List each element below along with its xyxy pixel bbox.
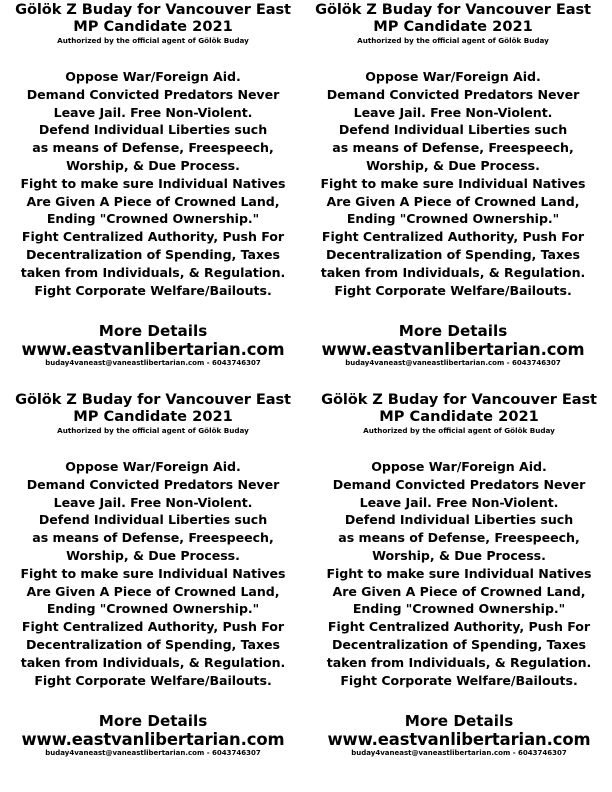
platform-line: Ending "Crowned Ownership." (46, 211, 260, 227)
platform-line: Fight Corporate Welfare/Bailouts. (34, 672, 272, 688)
platform-line: Defend Individual Liberties such (38, 122, 268, 138)
website-url: www.eastvanlibertarian.com (321, 340, 585, 360)
platform-line: Leave Jail. Free Non-Violent. (359, 494, 559, 510)
platform-line: Ending "Crowned Ownership." (352, 601, 566, 617)
authorization-note: Authorized by the official agent of Gölök Buday (57, 36, 249, 45)
flyer-top-left (2, 0, 304, 390)
platform-line: Leave Jail. Free Non-Violent. (53, 104, 253, 120)
platform-line: Decentralization of Spending, Taxes (332, 636, 586, 652)
platform-line: Defend Individual Liberties such (338, 122, 568, 138)
more-details-heading: More Details (98, 322, 208, 341)
platform-line: Leave Jail. Free Non-Violent. (353, 104, 553, 120)
platform-line: Are Given A Piece of Crowned Land, (26, 193, 280, 209)
platform-line: Are Given A Piece of Crowned Land, (332, 583, 586, 599)
platform-line: Defend Individual Liberties such (344, 512, 574, 528)
website-url: www.eastvanlibertarian.com (21, 340, 285, 360)
flyer-bottom-right (308, 390, 610, 780)
platform-line: Fight to make sure Individual Natives (20, 565, 286, 581)
platform-line: Demand Convicted Predators Never (26, 476, 280, 492)
contact-line: buday4vaneast@vaneastlibertarian.com - 6043746307 (45, 749, 261, 758)
platform-line: taken from Individuals, & Regulation. (20, 654, 286, 670)
platform-line: Decentralization of Spending, Taxes (326, 246, 580, 262)
platform-line: Fight Centralized Authority, Push For (21, 619, 285, 635)
platform-points (2, 458, 304, 689)
contact-line: buday4vaneast@vaneastlibertarian.com - 6043746307 (351, 749, 567, 758)
platform-line: Worship, & Due Process. (66, 157, 240, 173)
flyer-title: Gölök Z Buday for Vancouver East (15, 1, 291, 18)
platform-line: Fight Centralized Authority, Push For (21, 229, 285, 245)
platform-line: Fight to make sure Individual Natives (320, 175, 586, 191)
flyer-subtitle: MP Candidate 2021 (73, 408, 233, 425)
platform-line: Are Given A Piece of Crowned Land, (26, 583, 280, 599)
platform-line: as means of Defense, Freespeech, (32, 140, 274, 156)
more-details-heading: More Details (398, 322, 508, 341)
platform-points (2, 68, 304, 299)
flyer-title: Gölök Z Buday for Vancouver East (321, 391, 597, 408)
platform-line: Fight Centralized Authority, Push For (327, 619, 591, 635)
platform-line: Fight to make sure Individual Natives (20, 175, 286, 191)
more-details-heading: More Details (98, 712, 208, 731)
website-url: www.eastvanlibertarian.com (21, 730, 285, 750)
flyer-subtitle: MP Candidate 2021 (73, 18, 233, 35)
platform-line: Are Given A Piece of Crowned Land, (326, 193, 580, 209)
flyer-title: Gölök Z Buday for Vancouver East (15, 391, 291, 408)
platform-line: Fight Corporate Welfare/Bailouts. (334, 282, 572, 298)
platform-line: taken from Individuals, & Regulation. (326, 654, 592, 670)
platform-line: Fight Centralized Authority, Push For (321, 229, 585, 245)
platform-line: Fight to make sure Individual Natives (326, 565, 592, 581)
authorization-note: Authorized by the official agent of Gölök Buday (357, 36, 549, 45)
platform-line: Demand Convicted Predators Never (332, 476, 586, 492)
platform-line: Leave Jail. Free Non-Violent. (53, 494, 253, 510)
flyer-subtitle: MP Candidate 2021 (373, 18, 533, 35)
authorization-note: Authorized by the official agent of Gölök Buday (57, 426, 249, 435)
platform-line: taken from Individuals, & Regulation. (20, 264, 286, 280)
contact-line: buday4vaneast@vaneastlibertarian.com - 6043746307 (45, 359, 261, 368)
platform-line: Demand Convicted Predators Never (26, 86, 280, 102)
contact-line: buday4vaneast@vaneastlibertarian.com - 6043746307 (345, 359, 561, 368)
platform-points (302, 68, 604, 299)
flyer-top-right (302, 0, 604, 390)
platform-line: taken from Individuals, & Regulation. (320, 264, 586, 280)
flyer-title: Gölök Z Buday for Vancouver East (315, 1, 591, 18)
more-details-heading: More Details (404, 712, 514, 731)
platform-line: as means of Defense, Freespeech, (338, 530, 580, 546)
website-url: www.eastvanlibertarian.com (327, 730, 591, 750)
platform-line: Defend Individual Liberties such (38, 512, 268, 528)
platform-line: Decentralization of Spending, Taxes (26, 636, 280, 652)
platform-line: Oppose War/Foreign Aid. (65, 459, 241, 474)
platform-line: Fight Corporate Welfare/Bailouts. (34, 282, 272, 298)
authorization-note: Authorized by the official agent of Gölök Buday (363, 426, 555, 435)
platform-line: Ending "Crowned Ownership." (346, 211, 560, 227)
platform-line: Demand Convicted Predators Never (326, 86, 580, 102)
flyer-subtitle: MP Candidate 2021 (379, 408, 539, 425)
platform-line: Oppose War/Foreign Aid. (65, 69, 241, 84)
platform-line: Decentralization of Spending, Taxes (26, 246, 280, 262)
platform-points (308, 458, 610, 689)
platform-line: as means of Defense, Freespeech, (332, 140, 574, 156)
platform-line: Ending "Crowned Ownership." (46, 601, 260, 617)
platform-line: Oppose War/Foreign Aid. (365, 69, 541, 84)
platform-line: Fight Corporate Welfare/Bailouts. (340, 672, 578, 688)
platform-line: Worship, & Due Process. (66, 547, 240, 563)
flyer-bottom-left (2, 390, 304, 780)
platform-line: Worship, & Due Process. (372, 547, 546, 563)
platform-line: Oppose War/Foreign Aid. (371, 459, 547, 474)
platform-line: Worship, & Due Process. (366, 157, 540, 173)
platform-line: as means of Defense, Freespeech, (32, 530, 274, 546)
